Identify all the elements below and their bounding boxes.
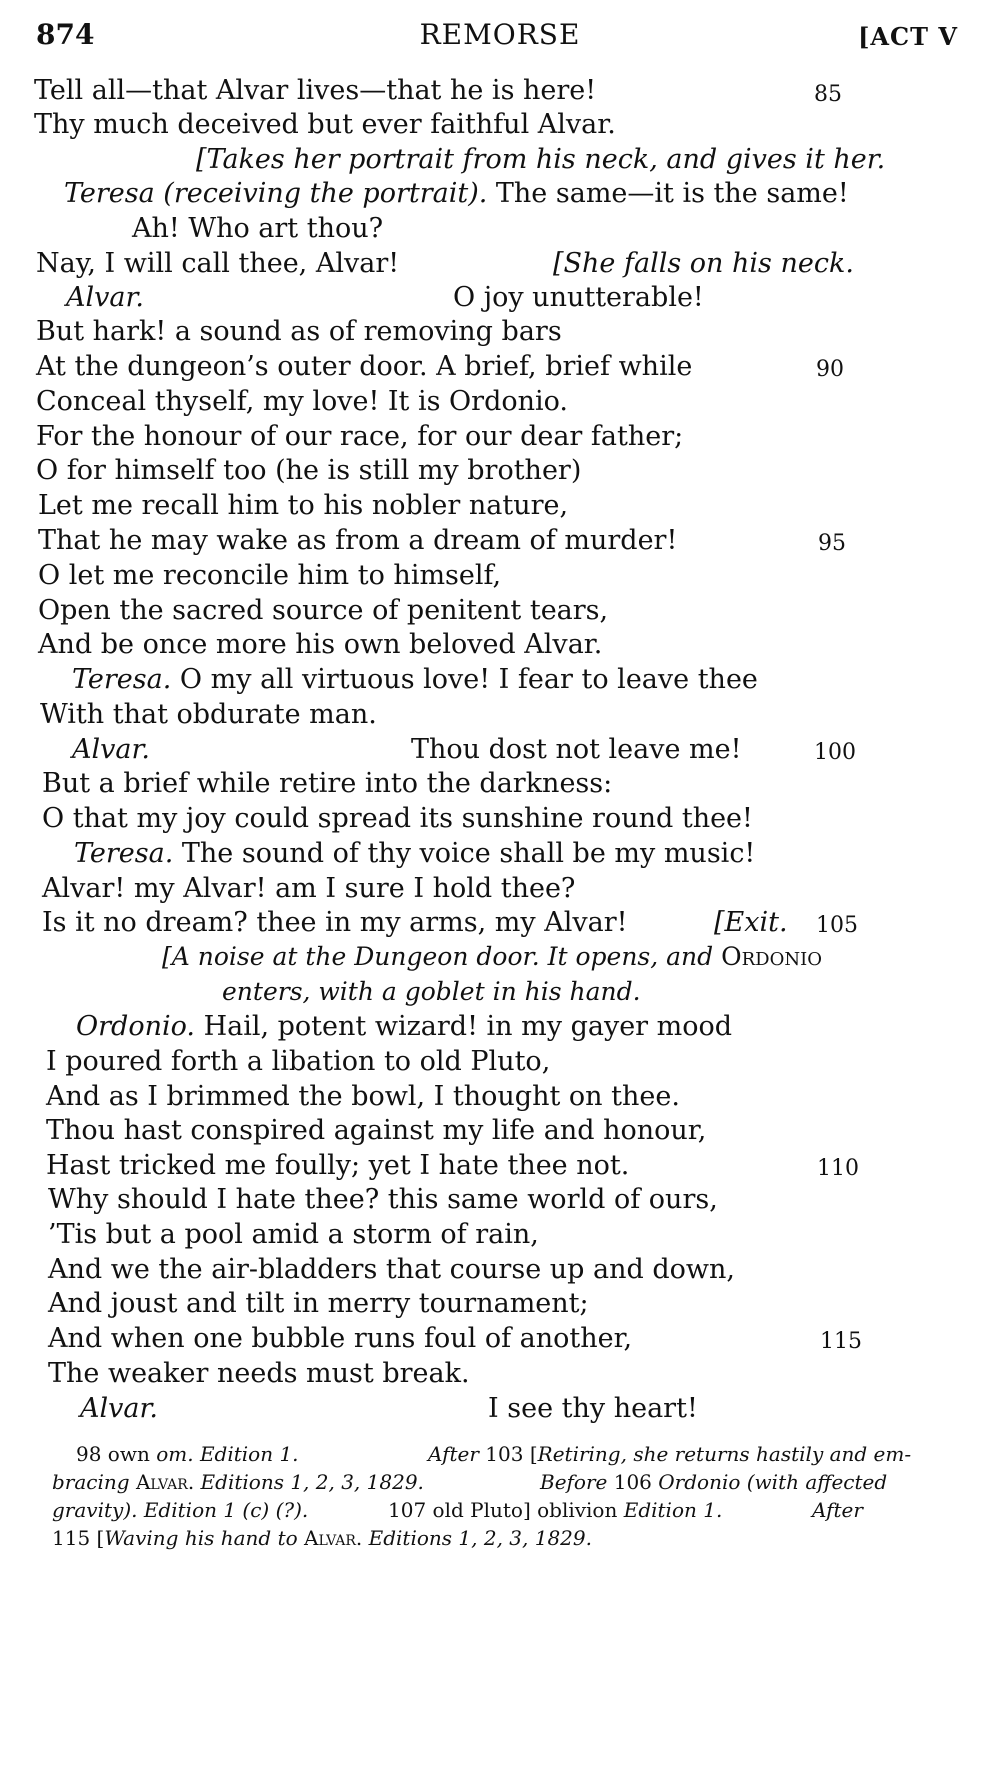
verse-line: Why should I hate thee? this same world of ours,	[48, 1184, 718, 1215]
speech-text: The sound of thy voice shall be my music!	[181, 838, 756, 869]
verse-line	[76, 1013, 732, 1040]
line-number: 95	[818, 531, 846, 556]
footnote-text: Editions 1, 2, 3, 1829.	[368, 1526, 592, 1550]
verse-line: Conceal thyself, my love! It is Ordonio.	[36, 386, 569, 417]
line-number: 110	[817, 1156, 859, 1181]
footnote-line	[428, 1444, 911, 1464]
verse-line: For the honour of our race, for our dear father;	[36, 421, 684, 452]
verse-line: At the dungeon’s outer door. A brief, brief while	[36, 351, 693, 382]
verse-line: Hast tricked me foully; yet I hate thee not.	[46, 1150, 630, 1181]
verse-line: The weaker needs must break.	[48, 1358, 470, 1389]
speech-prefix: Alvar.	[80, 1393, 159, 1424]
verse-line: And when one bubble runs foul of another,	[48, 1323, 633, 1354]
verse-line: Is it no dream? thee in my arms, my Alvar!	[42, 907, 628, 938]
verse-line	[64, 180, 849, 207]
verse-line: Thy much deceived but ever faithful Alvar.	[34, 109, 616, 140]
verse-line	[72, 666, 758, 693]
line-number: 105	[816, 913, 858, 938]
verse-line: And joust and tilt in merry tournament;	[48, 1288, 589, 1319]
verse-line: Nay, I will call thee, Alvar!	[36, 248, 400, 279]
speech-prefix: Teresa.	[74, 838, 174, 869]
line-number: 115	[820, 1329, 862, 1354]
footnote-line	[52, 1528, 592, 1548]
verse-line: O let me reconcile him to himself,	[38, 560, 502, 591]
verse-line: Tell all—that Alvar lives—that he is here!	[34, 75, 597, 106]
footnote-text: Waving his hand to	[104, 1526, 298, 1550]
verse-line: ’Tis but a pool amid a storm of rain,	[48, 1219, 539, 1250]
footnote-ref: 103 [	[485, 1442, 538, 1466]
footnote-text: Editions 1, 2, 3, 1829.	[200, 1470, 424, 1494]
running-title: REMORSE	[419, 18, 581, 51]
verse-line: That he may wake as from a dream of murder!	[38, 525, 678, 556]
speech-text: Hail, potent wizard! in my gayer mood	[203, 1011, 733, 1042]
verse-line: Alvar! my Alvar! am I sure I hold thee?	[42, 873, 576, 904]
speech-text: O joy unutterable!	[453, 282, 704, 313]
footnote-text: Edition 1.	[623, 1498, 723, 1522]
verse-line: Open the sacred source of penitent tears,	[38, 595, 609, 626]
footnote-text: gravity). Edition 1 (c) (?).	[52, 1498, 309, 1522]
footnote-ref: 98 own	[76, 1442, 150, 1466]
verse-line: Thou hast conspired against my life and honour,	[46, 1115, 707, 1146]
verse-line: O that my joy could spread its sunshine round thee!	[42, 803, 753, 834]
footnote-text: Before	[540, 1470, 608, 1494]
line-number: 85	[814, 82, 842, 107]
stage-direction	[162, 944, 822, 969]
footnote-text: Retiring, she returns hastily and em-	[537, 1442, 912, 1466]
stage-direction: [Takes her portrait from his neck, and gives it her.	[196, 144, 886, 175]
speech-prefix: Ordonio.	[76, 1011, 195, 1042]
speech-text: O my all virtuous love! I fear to leave thee	[179, 664, 758, 695]
verse-line: But hark! a sound as of removing bars	[36, 316, 562, 347]
speech-text: Thou dost not leave me!	[411, 734, 742, 765]
verse-line: With that obdurate man.	[40, 699, 377, 730]
footnote-text: om. Edition 1.	[156, 1442, 299, 1466]
footnote-ref: 115 [	[52, 1526, 105, 1550]
speech-prefix: Alvar.	[72, 734, 151, 765]
footnote-text: Ordonio (with affected	[658, 1470, 888, 1494]
footnote-line	[540, 1472, 887, 1492]
character-name: Alvar.	[304, 1526, 363, 1550]
verse-line: But a brief while retire into the darkness:	[42, 768, 613, 799]
character-name: Ordonio	[721, 942, 822, 971]
stage-direction: [Exit.	[714, 907, 788, 938]
stage-direction: [She falls on his neck.	[553, 248, 854, 279]
verse-line: And as I brimmed the bowl, I thought on thee.	[46, 1081, 680, 1112]
verse-line: Ah! Who art thou?	[132, 213, 384, 244]
verse-line: Let me recall him to his nobler nature,	[38, 490, 569, 521]
verse-line: And be once more his own beloved Alvar.	[38, 629, 603, 660]
speech-prefix: Teresa (receiving the portrait).	[64, 178, 488, 209]
footnote-line	[388, 1500, 722, 1520]
verse-line: I poured forth a libation to old Pluto,	[46, 1046, 551, 1077]
footnote-ref: 106	[613, 1470, 652, 1494]
verse-line	[74, 840, 755, 867]
footnote-line	[52, 1500, 308, 1520]
footnote-text: After	[428, 1442, 479, 1466]
act-marker: [ACT V	[858, 22, 958, 51]
verse-line: O for himself too (he is still my brother)	[36, 455, 582, 486]
speech-text: I see thy heart!	[488, 1393, 698, 1424]
footnote-line	[76, 1444, 299, 1464]
footnote-text: bracing	[52, 1470, 130, 1494]
line-number: 100	[814, 740, 856, 765]
speech-prefix: Alvar.	[66, 282, 145, 313]
character-name: Alvar.	[135, 1470, 195, 1494]
verse-line: And we the air-bladders that course up and down,	[48, 1254, 735, 1285]
speech-text: The same—it is the same!	[495, 178, 849, 209]
footnote-ref: 107 old Pluto] oblivion	[388, 1498, 618, 1522]
stage-direction: enters, with a goblet in his hand.	[222, 977, 641, 1006]
page-number: 874	[36, 18, 95, 51]
footnote-line	[52, 1472, 424, 1492]
stage-direction-text: [A noise at the Dungeon door. It opens, and	[162, 942, 714, 971]
speech-prefix: Teresa.	[72, 664, 172, 695]
footnote-line: After	[812, 1498, 863, 1522]
line-number: 90	[816, 357, 844, 382]
